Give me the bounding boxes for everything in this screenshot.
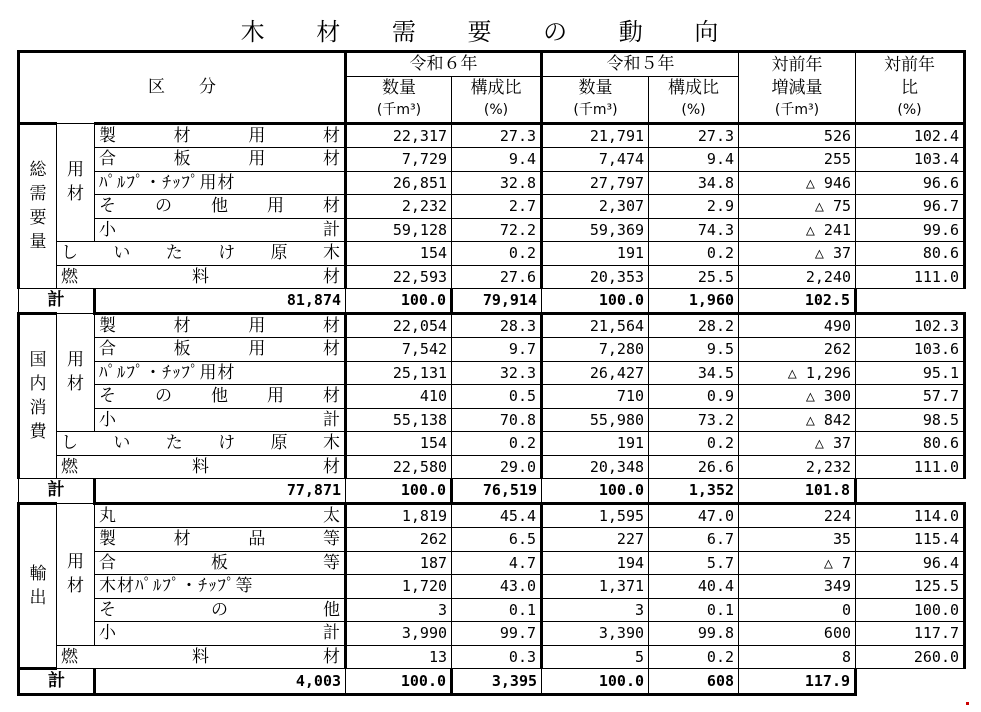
cell-d: 34.8 xyxy=(649,171,739,195)
cell-f: 95.1 xyxy=(856,361,965,385)
cell-b: 72.2 xyxy=(452,218,542,242)
cell-c: 3,390 xyxy=(542,622,649,646)
row-label xyxy=(57,455,346,479)
cell-d: 5.7 xyxy=(649,551,739,575)
row-label-text: 小 計 xyxy=(99,219,341,240)
cell-f: 57.7 xyxy=(856,385,965,409)
cell-e: 526 xyxy=(739,123,856,148)
cell-a: 154 xyxy=(346,432,452,456)
cell-c: 3 xyxy=(542,598,649,622)
cell-f: 98.5 xyxy=(856,408,965,432)
cell-f: 114.0 xyxy=(856,503,965,528)
group-export-text: 輸出 xyxy=(29,563,47,608)
row-label-text: 木材ﾊﾟﾙﾌﾟ・ﾁｯﾌﾟ等 xyxy=(99,576,254,597)
header-unit-pct-r6: (%) xyxy=(452,99,542,123)
header-qty-r6: 数量 xyxy=(346,76,452,99)
header-share-r6: 構成比 xyxy=(452,76,542,99)
cell-e: △ 946 xyxy=(739,171,856,195)
cell-b: 27.6 xyxy=(452,265,542,289)
header-diff-2: 増減量 xyxy=(739,76,856,99)
cell-a: 22,593 xyxy=(346,265,452,289)
cell-a: 55,138 xyxy=(346,408,452,432)
header-diff-1: 対前年 xyxy=(739,52,856,77)
cell-d: 100.0 xyxy=(542,289,649,314)
row-label-text: 燃 料 材 xyxy=(61,266,340,287)
cell-f: 102.3 xyxy=(856,313,965,338)
cell-d: 73.2 xyxy=(649,408,739,432)
cell-c: 7,280 xyxy=(542,338,649,362)
row-label-text: 計 xyxy=(47,480,65,501)
cell-b: 9.7 xyxy=(452,338,542,362)
cell-a: 25,131 xyxy=(346,361,452,385)
cell-d: 26.6 xyxy=(649,455,739,479)
cell-f: 100.0 xyxy=(856,598,965,622)
cell-c: 79,914 xyxy=(452,289,542,314)
row-label xyxy=(95,218,346,242)
cell-e: 490 xyxy=(739,313,856,338)
cell-f: 117.7 xyxy=(856,622,965,646)
cell-b: 0.2 xyxy=(452,432,542,456)
header-unit-ratio: (%) xyxy=(856,99,965,123)
cell-c: 27,797 xyxy=(542,171,649,195)
group-lumber xyxy=(57,313,95,432)
cell-c: 21,791 xyxy=(542,123,649,148)
header-unit-qty-r6: (千m³) xyxy=(346,99,452,123)
cell-b: 99.7 xyxy=(452,622,542,646)
group-lumber xyxy=(57,123,95,242)
header-unit-pct-r5: (%) xyxy=(649,99,739,123)
cell-b: 32.3 xyxy=(452,361,542,385)
cell-d: 9.4 xyxy=(649,148,739,172)
cell-c: 194 xyxy=(542,551,649,575)
cell-b: 43.0 xyxy=(452,575,542,599)
row-label-text: 小 計 xyxy=(99,409,341,430)
cell-d: 2.9 xyxy=(649,195,739,219)
cell-e: 1,352 xyxy=(649,479,739,504)
row-label-text: 小 計 xyxy=(99,623,341,644)
cell-b: 45.4 xyxy=(452,503,542,528)
group-lumber-text: 用材 xyxy=(67,160,84,205)
cell-a: 77,871 xyxy=(95,479,346,504)
cell-d: 6.7 xyxy=(649,528,739,552)
header-qty-r5: 数量 xyxy=(542,76,649,99)
cell-c: 3,395 xyxy=(452,669,542,695)
cell-e: 255 xyxy=(739,148,856,172)
cell-f: 103.4 xyxy=(856,148,965,172)
row-label xyxy=(95,171,346,195)
cell-c: 710 xyxy=(542,385,649,409)
group-total-text: 総需要量 xyxy=(29,160,47,253)
row-label xyxy=(19,669,95,695)
cell-a: 1,720 xyxy=(346,575,452,599)
cell-d: 0.9 xyxy=(649,385,739,409)
cell-c: 191 xyxy=(542,432,649,456)
cell-a: 3,990 xyxy=(346,622,452,646)
cell-b: 28.3 xyxy=(452,313,542,338)
cell-a: 81,874 xyxy=(95,289,346,314)
row-label xyxy=(95,338,346,362)
cell-a: 7,729 xyxy=(346,148,452,172)
cell-d: 27.3 xyxy=(649,123,739,148)
cell-a: 410 xyxy=(346,385,452,409)
cell-f: 117.9 xyxy=(739,669,856,695)
cell-c: 227 xyxy=(542,528,649,552)
row-label-text: 合 板 用 材 xyxy=(99,149,341,170)
cell-d: 0.2 xyxy=(649,645,739,669)
row-label xyxy=(95,313,346,338)
cell-f: 125.5 xyxy=(856,575,965,599)
cell-a: 7,542 xyxy=(346,338,452,362)
cell-c: 2,307 xyxy=(542,195,649,219)
row-label-text: そ の 他 用 材 xyxy=(99,386,340,407)
cell-a: 1,819 xyxy=(346,503,452,528)
row-label xyxy=(95,408,346,432)
group-domestic-text: 国内消費 xyxy=(29,350,47,443)
cell-d: 34.5 xyxy=(649,361,739,385)
row-label-text: 製 材 品 等 xyxy=(99,529,341,550)
cell-f: 103.6 xyxy=(856,338,965,362)
cell-b: 0.1 xyxy=(452,598,542,622)
row-label xyxy=(95,385,346,409)
cell-d: 0.1 xyxy=(649,598,739,622)
cell-d: 74.3 xyxy=(649,218,739,242)
row-label-text: そ の 他 用 材 xyxy=(99,196,340,217)
row-label xyxy=(95,622,346,646)
cell-f: 111.0 xyxy=(856,455,965,479)
group-lumber xyxy=(57,503,95,645)
row-label xyxy=(57,645,346,669)
header-r6: 令和６年 xyxy=(346,52,542,77)
header-share-r5: 構成比 xyxy=(649,76,739,99)
cell-a: 2,232 xyxy=(346,195,452,219)
cell-b: 29.0 xyxy=(452,455,542,479)
cell-f: 115.4 xyxy=(856,528,965,552)
cell-d: 25.5 xyxy=(649,265,739,289)
row-label-text: 合 板 等 xyxy=(99,552,340,573)
row-label-text: 計 xyxy=(47,290,65,311)
cell-b: 27.3 xyxy=(452,123,542,148)
cell-e: 224 xyxy=(739,503,856,528)
cell-e: 608 xyxy=(649,669,739,695)
cell-c: 21,564 xyxy=(542,313,649,338)
row-label-text: ﾊﾟﾙﾌﾟ・ﾁｯﾌﾟ用材 xyxy=(99,362,236,383)
cell-c: 26,427 xyxy=(542,361,649,385)
row-label-text: 燃 料 材 xyxy=(61,456,340,477)
cell-a: 4,003 xyxy=(95,669,346,695)
row-label-text: 計 xyxy=(48,671,65,692)
cell-a: 262 xyxy=(346,528,452,552)
cell-a: 22,054 xyxy=(346,313,452,338)
cell-f: 102.5 xyxy=(739,289,856,314)
row-label-text: 製 材 用 材 xyxy=(99,125,341,146)
cell-a: 3 xyxy=(346,598,452,622)
cell-d: 100.0 xyxy=(542,669,649,695)
row-label xyxy=(95,503,346,528)
cell-c: 5 xyxy=(542,645,649,669)
row-label xyxy=(95,575,346,599)
cell-b: 4.7 xyxy=(452,551,542,575)
row-label xyxy=(95,195,346,219)
cell-f: 96.4 xyxy=(856,551,965,575)
header-category: 区 分 xyxy=(19,52,346,124)
cell-b: 0.2 xyxy=(452,242,542,266)
cell-b: 100.0 xyxy=(346,669,452,695)
cell-e: 8 xyxy=(739,645,856,669)
cell-e: 2,240 xyxy=(739,265,856,289)
cell-a: 154 xyxy=(346,242,452,266)
cell-f: 96.7 xyxy=(856,195,965,219)
header-ratio-1: 対前年 xyxy=(856,52,965,77)
cell-a: 59,128 xyxy=(346,218,452,242)
cell-a: 22,580 xyxy=(346,455,452,479)
cell-b: 9.4 xyxy=(452,148,542,172)
header-ratio-2: 比 xyxy=(856,76,965,99)
group-total xyxy=(19,123,57,289)
cell-f: 102.4 xyxy=(856,123,965,148)
row-label xyxy=(95,361,346,385)
cell-e: 0 xyxy=(739,598,856,622)
cell-c: 55,980 xyxy=(542,408,649,432)
cell-c: 59,369 xyxy=(542,218,649,242)
cell-c: 20,353 xyxy=(542,265,649,289)
cell-e: △ 75 xyxy=(739,195,856,219)
cell-f: 111.0 xyxy=(856,265,965,289)
cell-e: 600 xyxy=(739,622,856,646)
cell-f: 260.0 xyxy=(856,645,965,669)
row-label xyxy=(95,598,346,622)
cell-f: 99.6 xyxy=(856,218,965,242)
cell-e: 2,232 xyxy=(739,455,856,479)
cell-a: 26,851 xyxy=(346,171,452,195)
cell-c: 20,348 xyxy=(542,455,649,479)
row-label-text: し い た け 原 木 xyxy=(61,243,340,264)
cell-a: 187 xyxy=(346,551,452,575)
cell-e: 349 xyxy=(739,575,856,599)
cell-b: 0.5 xyxy=(452,385,542,409)
cell-e: △ 7 xyxy=(739,551,856,575)
cell-f: 80.6 xyxy=(856,432,965,456)
cell-a: 13 xyxy=(346,645,452,669)
cell-f: 101.8 xyxy=(739,479,856,504)
cell-e: △ 241 xyxy=(739,218,856,242)
page-title: 木 材 需 要 の 動 向 xyxy=(240,18,741,46)
cell-e: △ 842 xyxy=(739,408,856,432)
cell-d: 100.0 xyxy=(542,479,649,504)
row-label xyxy=(19,479,95,504)
row-label-text: し い た け 原 木 xyxy=(61,433,340,454)
cell-b: 0.3 xyxy=(452,645,542,669)
wood-demand-table xyxy=(17,50,966,696)
row-label-text: 燃 料 材 xyxy=(61,646,340,667)
header-unit-qty-r5: (千m³) xyxy=(542,99,649,123)
group-domestic xyxy=(19,313,57,479)
header-r5: 令和５年 xyxy=(542,52,739,77)
cell-a: 22,317 xyxy=(346,123,452,148)
row-label xyxy=(95,148,346,172)
row-label-text: そ の 他 xyxy=(99,599,340,620)
cell-c: 7,474 xyxy=(542,148,649,172)
row-label xyxy=(95,528,346,552)
cell-c: 191 xyxy=(542,242,649,266)
row-label xyxy=(57,242,346,266)
row-label xyxy=(95,123,346,148)
cell-e: △ 37 xyxy=(739,242,856,266)
cell-e: 1,960 xyxy=(649,289,739,314)
cell-d: 9.5 xyxy=(649,338,739,362)
row-label xyxy=(95,551,346,575)
row-label xyxy=(57,265,346,289)
row-label xyxy=(19,289,95,314)
group-lumber-text: 用材 xyxy=(67,552,84,596)
cell-e: △ 300 xyxy=(739,385,856,409)
cell-f: 80.6 xyxy=(856,242,965,266)
cell-d: 0.2 xyxy=(649,432,739,456)
cell-d: 40.4 xyxy=(649,575,739,599)
cell-d: 0.2 xyxy=(649,242,739,266)
row-label-text: ﾊﾟﾙﾌﾟ・ﾁｯﾌﾟ用材 xyxy=(99,172,236,193)
cell-f: 96.6 xyxy=(856,171,965,195)
cell-d: 28.2 xyxy=(649,313,739,338)
row-label-text: 製 材 用 材 xyxy=(99,315,341,336)
cell-b: 6.5 xyxy=(452,528,542,552)
cell-b: 2.7 xyxy=(452,195,542,219)
cell-b: 100.0 xyxy=(346,479,452,504)
group-lumber-text: 用材 xyxy=(67,350,84,395)
cell-c: 1,595 xyxy=(542,503,649,528)
cell-d: 99.8 xyxy=(649,622,739,646)
cell-b: 100.0 xyxy=(346,289,452,314)
row-label-text: 合 板 用 材 xyxy=(99,339,341,360)
cell-e: 35 xyxy=(739,528,856,552)
cell-c: 1,371 xyxy=(542,575,649,599)
cell-b: 70.8 xyxy=(452,408,542,432)
row-label-text: 丸 太 xyxy=(99,505,341,526)
group-export xyxy=(19,503,57,669)
cell-b: 32.8 xyxy=(452,171,542,195)
cell-d: 47.0 xyxy=(649,503,739,528)
cell-e: 262 xyxy=(739,338,856,362)
cell-c: 76,519 xyxy=(452,479,542,504)
cell-e: △ 37 xyxy=(739,432,856,456)
red-dot-mark xyxy=(966,702,969,705)
cell-e: △ 1,296 xyxy=(739,361,856,385)
row-label xyxy=(57,432,346,456)
header-unit-diff: (千m³) xyxy=(739,99,856,123)
